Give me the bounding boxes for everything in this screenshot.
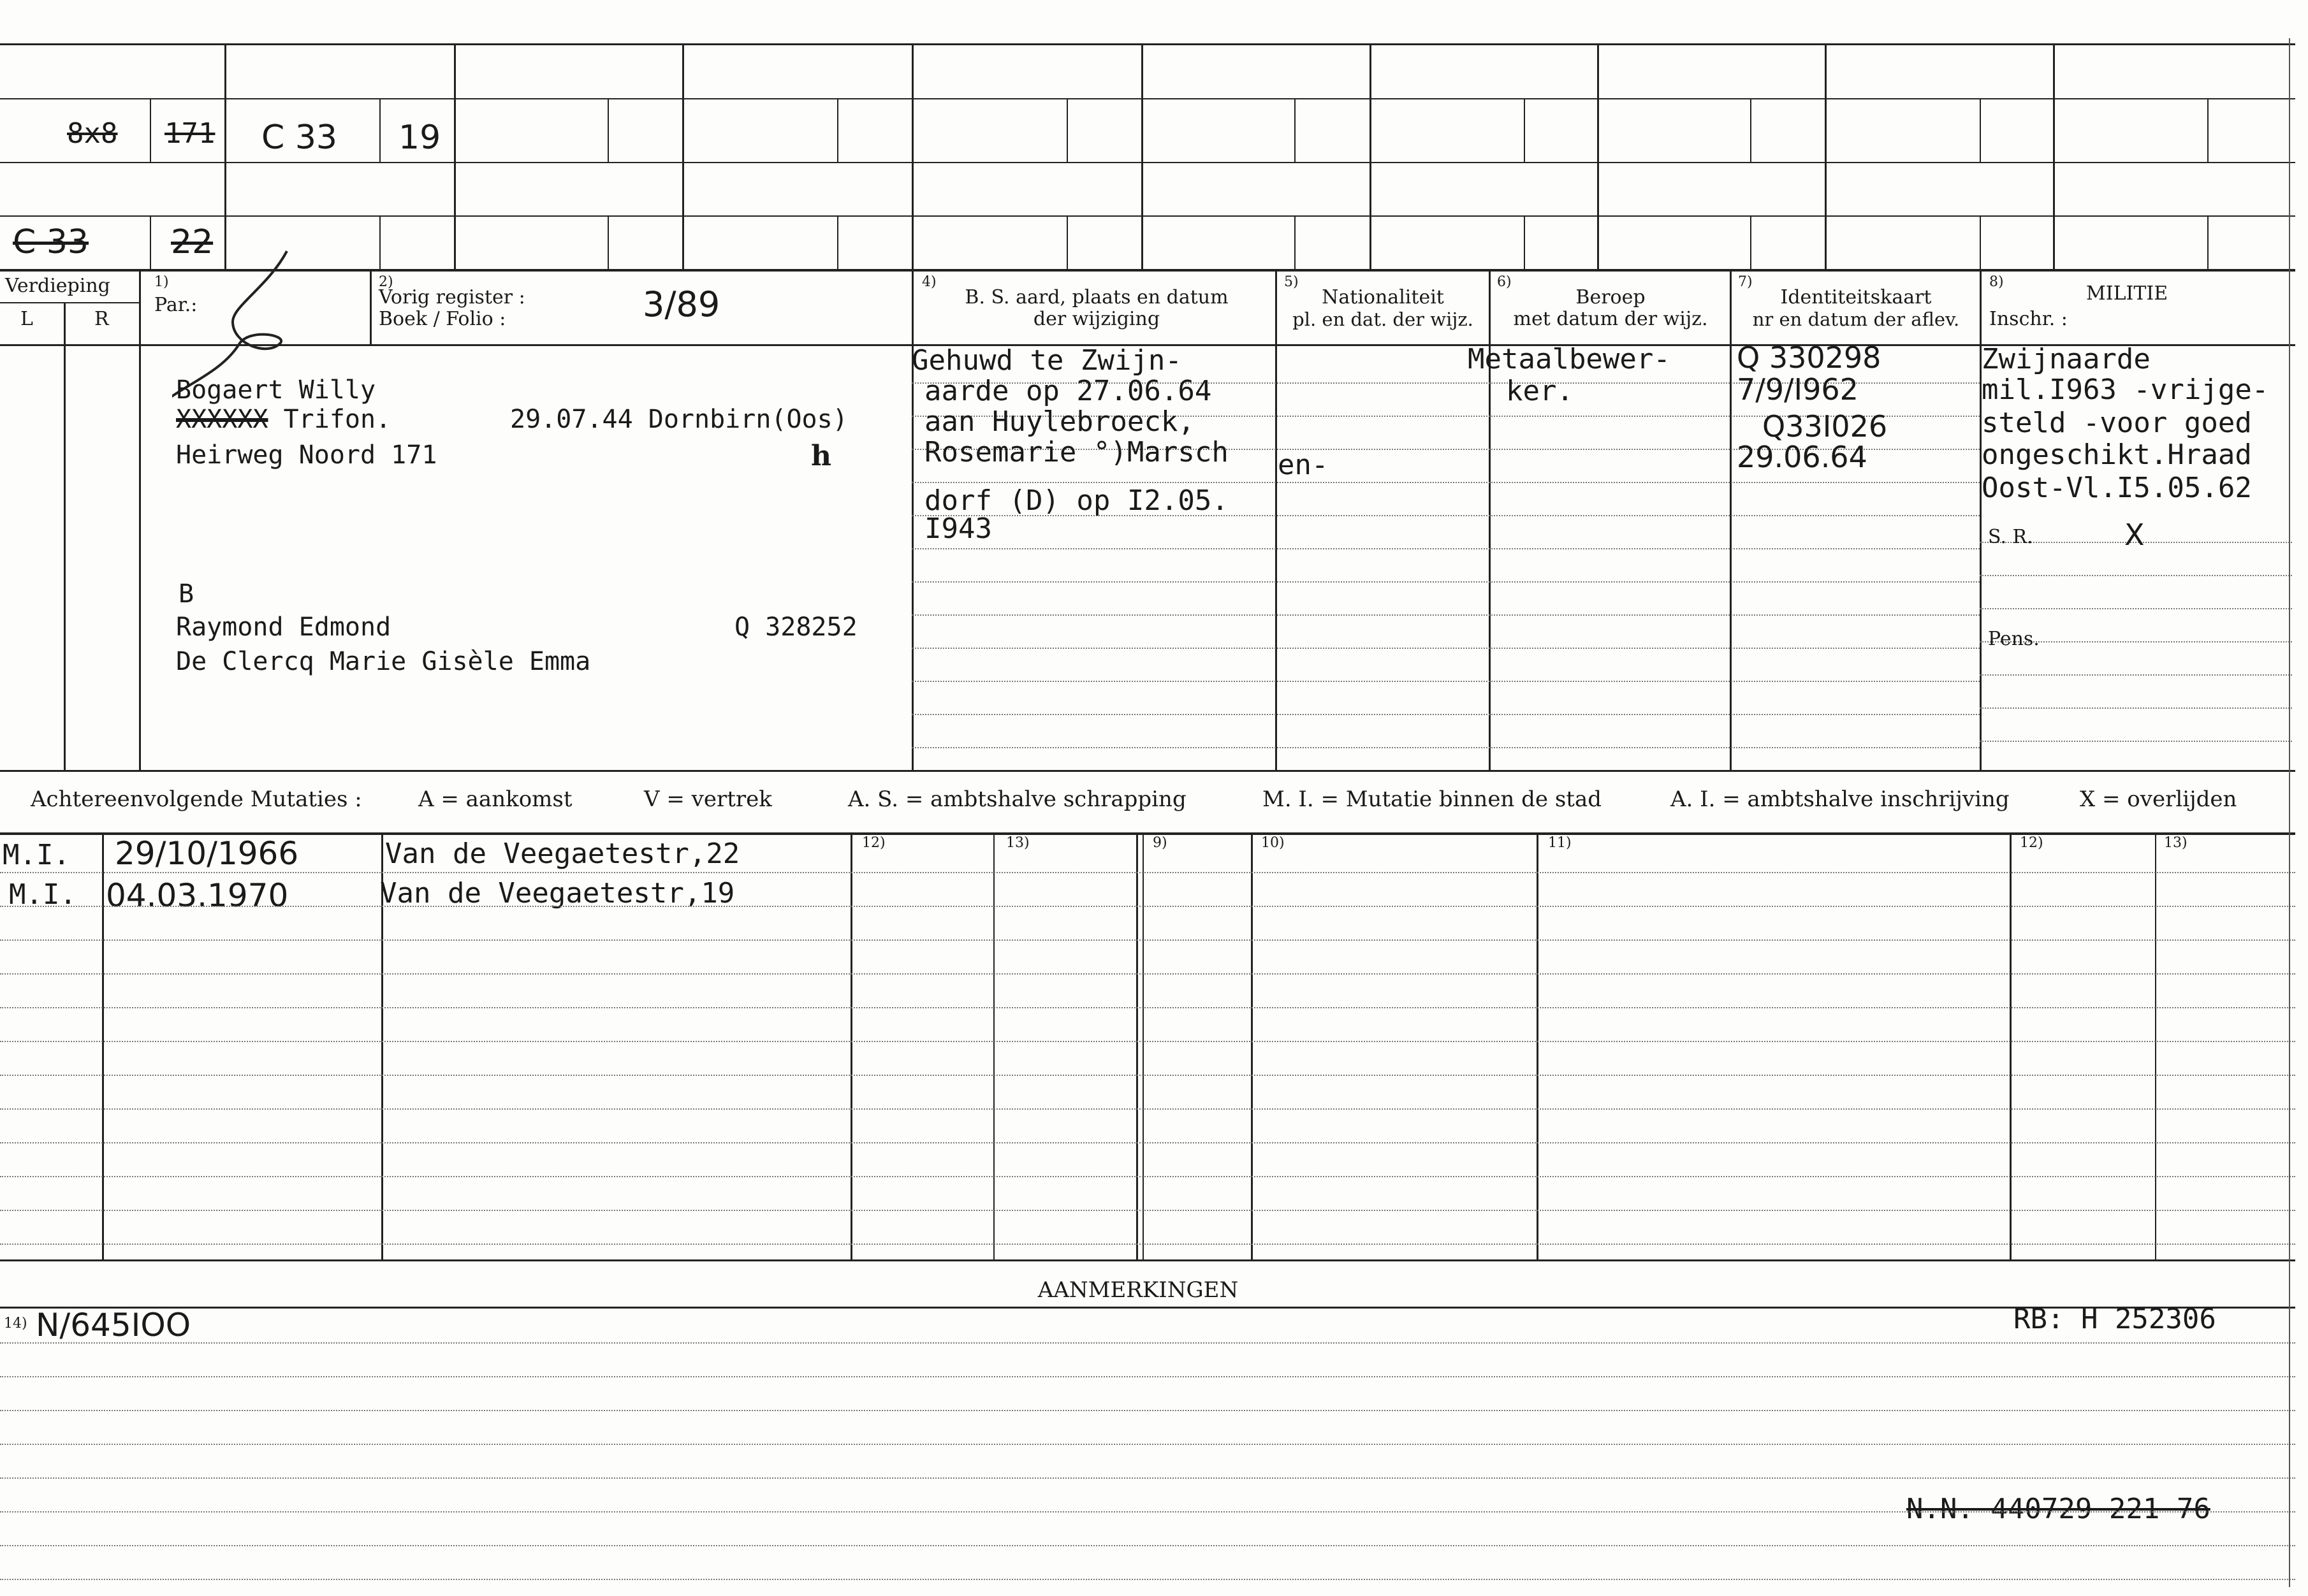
dotted-rule xyxy=(912,648,1980,649)
rule xyxy=(1067,98,1068,162)
dotted-rule xyxy=(0,1376,2295,1377)
dotted-rule xyxy=(0,1244,2295,1245)
dotted-rule xyxy=(912,614,1980,616)
rule xyxy=(608,215,609,269)
inschr-label: Inschr. : xyxy=(1989,308,2068,330)
pens-label: Pens. xyxy=(1988,628,2040,650)
militie-1: Zwijnaarde xyxy=(1982,343,2151,375)
old-ref-2b: 22 xyxy=(171,223,214,261)
boek-folio-value: 3/89 xyxy=(643,284,720,324)
parent-1: Raymond Edmond xyxy=(176,613,391,642)
rule xyxy=(1980,98,1981,162)
col-num-5: 5) xyxy=(1284,274,1299,290)
nat-header-1: Nationaliteit xyxy=(1322,286,1444,308)
dotted-rule xyxy=(0,1579,2295,1580)
id-4: 29.06.64 xyxy=(1737,440,1867,474)
rule xyxy=(851,832,852,1259)
rule xyxy=(1537,832,1538,1259)
rule xyxy=(1136,832,1138,1259)
col-num-4: 4) xyxy=(922,274,937,290)
verdieping-r: R xyxy=(94,308,109,330)
wijziging-3: aan Huylebroeck, xyxy=(924,405,1195,438)
old-ref-1b: 171 xyxy=(164,117,215,150)
dotted-rule xyxy=(0,1410,2295,1411)
legend-v: V = vertrek xyxy=(644,787,772,812)
remarks-rb: RB: H 252306 xyxy=(2013,1303,2216,1335)
rule xyxy=(0,162,2295,163)
dotted-rule xyxy=(912,681,1980,682)
dotted-rule xyxy=(912,482,1980,483)
militie-2: mil.I963 -vrijge- xyxy=(1982,374,2269,406)
rule xyxy=(2207,215,2209,269)
wijziging-6: I943 xyxy=(924,512,992,545)
col-num-8: 8) xyxy=(1989,274,2004,290)
bs-header-1: B. S. aard, plaats en datum xyxy=(965,286,1229,308)
parent-1-id: Q 328252 xyxy=(734,613,858,642)
rule xyxy=(1597,43,1599,269)
dotted-rule xyxy=(0,1075,2295,1076)
rule xyxy=(912,43,914,269)
ref-1c: C 33 xyxy=(261,119,338,157)
legend-ai: A. I. = ambtshalve inschrijving xyxy=(1670,787,2010,812)
dotted-rule xyxy=(0,1176,2295,1177)
dotted-rule xyxy=(0,1142,2295,1143)
rule xyxy=(1294,215,1296,269)
rule xyxy=(1750,215,1751,269)
rule xyxy=(139,272,141,771)
rule xyxy=(1825,43,1827,269)
beroep-header-2: met datum der wijz. xyxy=(1513,308,1708,330)
boek-folio-label: Boek / Folio : xyxy=(379,308,506,330)
rule xyxy=(379,98,381,162)
rule xyxy=(2207,98,2209,162)
militie-4: ongeschikt.Hraad xyxy=(1982,439,2252,471)
rule xyxy=(0,43,2295,45)
remarks-ref: N/645IOO xyxy=(36,1307,191,1344)
dotted-rule xyxy=(1980,741,2292,742)
legend-a: A = aankomst xyxy=(418,787,573,812)
dotted-rule xyxy=(1980,707,2292,709)
dotted-rule xyxy=(0,939,2295,941)
dotted-rule xyxy=(1980,674,2292,676)
parent-2: De Clercq Marie Gisèle Emma xyxy=(176,647,591,676)
rule xyxy=(0,1307,2295,1309)
militie-3: steld -voor goed xyxy=(1982,407,2252,439)
mut-col-10: 10) xyxy=(1261,835,1285,851)
rule xyxy=(1524,215,1525,269)
mut-col-12a: 12) xyxy=(862,835,886,851)
dotted-rule xyxy=(0,1511,2295,1513)
vorig-register-label: Vorig register : xyxy=(379,286,525,308)
dotted-rule xyxy=(1980,608,2292,609)
rule xyxy=(0,215,2295,217)
id-3: Q33I026 xyxy=(1762,409,1888,444)
rule xyxy=(1294,98,1296,162)
rule xyxy=(608,98,609,162)
rule xyxy=(224,43,226,269)
wijziging-4: Rosemarie °)Marsch xyxy=(924,436,1229,468)
sr-label: S. R. xyxy=(1988,526,2033,548)
remarks-title: AANMERKINGEN xyxy=(1037,1277,1239,1303)
person-name-2: XXXXXX Trifon. xyxy=(176,405,391,434)
id-header-1: Identiteitskaart xyxy=(1780,286,1932,308)
beroep-header-1: Beroep xyxy=(1575,286,1646,308)
id-1: Q 330298 xyxy=(1737,340,1881,375)
rule xyxy=(1141,43,1143,269)
verdieping-label: Verdieping xyxy=(5,275,110,297)
dotted-rule xyxy=(1980,575,2292,576)
mut-col-11: 11) xyxy=(1548,835,1572,851)
mutation-1-type: M.I. xyxy=(3,839,70,871)
rule xyxy=(0,302,139,303)
wijziging-2: aarde op 27.06.64 xyxy=(924,375,1212,407)
rule xyxy=(0,832,2295,835)
dotted-rule xyxy=(0,1342,2295,1344)
rule xyxy=(2289,38,2290,1587)
rule xyxy=(150,215,151,269)
person-mark: h xyxy=(811,440,831,472)
col-num-2: 2) xyxy=(379,274,393,290)
dotted-rule xyxy=(0,872,2295,873)
rule xyxy=(2155,832,2156,1259)
wijziging-5: dorf (D) op I2.05. xyxy=(924,484,1229,517)
rule xyxy=(1980,215,1981,269)
dotted-rule xyxy=(0,1444,2295,1445)
dotted-rule xyxy=(0,1477,2295,1479)
col-num-1: 1) xyxy=(154,274,169,290)
mutation-1-address: Van de Veegaetestr,22 xyxy=(385,838,740,870)
mutation-1-date: 29/10/1966 xyxy=(115,835,299,872)
old-ref-2a: C 33 xyxy=(13,223,89,261)
dotted-rule xyxy=(0,1545,2295,1546)
rule xyxy=(454,43,456,269)
col-num-7: 7) xyxy=(1738,274,1753,290)
rule xyxy=(1067,215,1068,269)
id-2: 7/9/I962 xyxy=(1737,372,1859,407)
legend-title: Achtereenvolgende Mutaties : xyxy=(31,787,362,812)
rule xyxy=(1143,832,1144,1259)
rule xyxy=(0,1259,2295,1261)
remarks-nn: N.N. 440729 221 76 xyxy=(1906,1493,2210,1525)
rule xyxy=(1251,832,1253,1259)
rule xyxy=(682,43,684,269)
legend-as: A. S. = ambtshalve schrapping xyxy=(848,787,1187,812)
mutation-2-address: Van de Veegaetestr,19 xyxy=(380,877,735,910)
dotted-rule xyxy=(0,1108,2295,1110)
person-name-2-text: Trifon. xyxy=(283,405,391,434)
beroep-1: Metaalbewer- xyxy=(1468,343,1670,375)
rule xyxy=(0,770,2295,772)
dotted-rule xyxy=(0,906,2295,907)
dotted-rule xyxy=(0,1007,2295,1008)
militie-label: MILITIE xyxy=(2086,282,2168,305)
rule xyxy=(993,832,995,1259)
person-address: Heirweg Noord 171 xyxy=(176,440,437,470)
person-birth: 29.07.44 Dornbirn(Oos) xyxy=(510,405,848,434)
mut-col-9: 9) xyxy=(1153,835,1167,851)
remarks-num: 14) xyxy=(4,1316,27,1331)
mut-col-13b: 13) xyxy=(2164,835,2187,851)
rule xyxy=(2053,43,2055,269)
b-label: B xyxy=(179,579,194,609)
beroep-2: ker. xyxy=(1506,375,1574,407)
rule xyxy=(102,832,104,1259)
rule xyxy=(1730,272,1732,771)
mutation-2-date: 04.03.1970 xyxy=(106,877,289,914)
nat-header-2: pl. en dat. der wijz. xyxy=(1292,308,1473,330)
rule xyxy=(837,215,838,269)
rule xyxy=(64,302,66,771)
legend-x: X = overlijden xyxy=(2080,787,2237,812)
col-num-6: 6) xyxy=(1497,274,1512,290)
mut-col-13a: 13) xyxy=(1006,835,1030,851)
legend-mi: M. I. = Mutatie binnen de stad xyxy=(1262,787,1602,812)
sr-value: X xyxy=(2124,518,2145,552)
id-header-2: nr en datum der aflev. xyxy=(1752,308,1960,330)
rule xyxy=(0,98,2295,99)
wijziging-overflow: en- xyxy=(1278,449,1329,481)
rule xyxy=(150,98,151,162)
dotted-rule xyxy=(0,973,2295,975)
mut-col-12b: 12) xyxy=(2020,835,2043,851)
person-name-1: Bogaert Willy xyxy=(176,375,376,405)
mutation-2-type: M.I. xyxy=(9,878,77,911)
old-ref-1a: 8x8 xyxy=(67,117,118,150)
rule xyxy=(2010,832,2012,1259)
dotted-rule xyxy=(0,1210,2295,1211)
rule xyxy=(1524,98,1525,162)
rule xyxy=(1750,98,1751,162)
dotted-rule xyxy=(0,1041,2295,1042)
militie-5: Oost-Vl.I5.05.62 xyxy=(1982,472,2252,504)
rule xyxy=(837,98,838,162)
verdieping-l: L xyxy=(20,308,33,330)
wijziging-1: Gehuwd te Zwijn- xyxy=(912,344,1182,377)
rule xyxy=(1369,43,1371,269)
rule xyxy=(1275,272,1277,771)
par-label: Par.: xyxy=(154,294,198,316)
bs-header-2: der wijziging xyxy=(1033,308,1160,330)
dotted-rule xyxy=(912,581,1980,583)
dotted-rule xyxy=(912,747,1980,748)
ref-1d: 19 xyxy=(398,119,441,157)
dotted-rule xyxy=(912,714,1980,715)
dotted-rule xyxy=(912,548,1980,549)
